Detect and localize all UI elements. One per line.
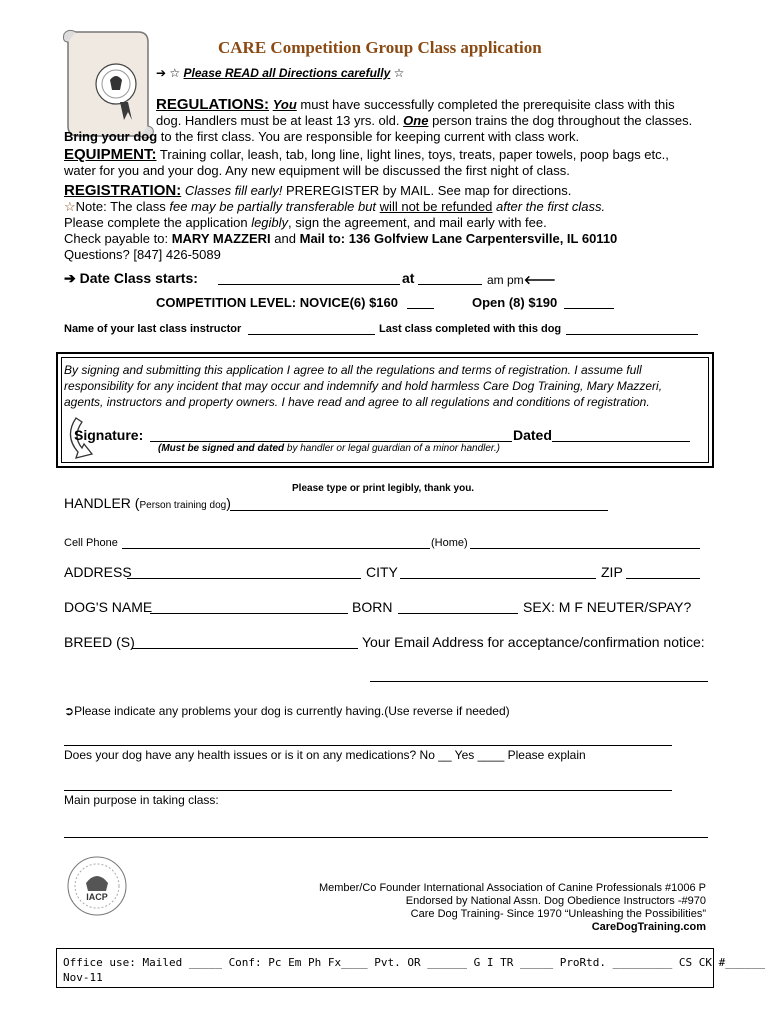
footer-line3: Care Dog Training- Since 1970 “Unleashing the Possibilities”: [410, 908, 706, 920]
novice-field[interactable]: [407, 308, 434, 309]
bring-dog: Bring your dog: [64, 129, 158, 144]
instructor-label: Name of your last class instructor: [64, 323, 242, 335]
problems-label: Please indicate any problems your dog is currently having.(Use reverse if needed): [74, 704, 510, 718]
city-label: CITY: [366, 564, 398, 580]
check-name: MARY MAZZERI: [171, 231, 271, 246]
date-class-row: [64, 270, 198, 287]
prereg: PREREGISTER by MAIL. See map for directions.: [286, 183, 572, 198]
must-sign-rest: by handler or legal guardian of a minor handler.): [286, 443, 500, 454]
arrow-right-icon: ➲: [64, 704, 75, 718]
zip-field[interactable]: [626, 578, 700, 579]
signature-label: Signature:: [74, 427, 144, 443]
open-field[interactable]: [564, 308, 614, 309]
arrow-left-icon: 🡐: [523, 273, 556, 287]
signature-field[interactable]: [150, 441, 512, 442]
complete-text: Please complete the application: [64, 215, 248, 230]
care-scroll-logo: [58, 24, 158, 144]
regulations-text: must have successfully completed the prerequisite class with this: [300, 97, 675, 112]
must-sign: (Must be signed and dated: [158, 443, 285, 454]
check-text: Check payable to:: [64, 231, 169, 246]
health-field[interactable]: [64, 790, 672, 791]
handler-close: ): [226, 495, 231, 511]
agreement-line3: agents, instructors and property owners. I have read and agree to all regulations and conditions of registration.: [64, 395, 650, 409]
regulations-line1: [156, 96, 675, 113]
footer-line1: Member/Co Founder International Association of Canine Professionals #1006 P: [318, 882, 706, 894]
born-label: BORN: [352, 599, 393, 615]
email-field[interactable]: [370, 681, 708, 682]
iacp-logo-text: IACP: [86, 892, 108, 902]
agreement-line2: responsibility for any incident that may occur and indemnify and hold harmless Care Dog Training, Mary Mazzeri,: [64, 379, 663, 393]
registration-note: [64, 199, 605, 215]
date-class-field[interactable]: [218, 284, 400, 285]
city-field[interactable]: [400, 578, 596, 579]
arrow-right-icon: ➔: [64, 270, 76, 286]
read-note-row: [156, 66, 404, 80]
time-field[interactable]: [418, 284, 482, 285]
note-refund: will not be refunded: [379, 199, 493, 214]
zip-label: ZIP: [601, 564, 623, 580]
regulations-line2: [156, 113, 692, 128]
date-class-label: Date Class starts:: [79, 270, 198, 286]
handler-field[interactable]: [230, 510, 608, 511]
open-label: Open (8) $190: [472, 295, 558, 310]
footer-website: CareDogTraining.com: [591, 921, 706, 933]
questions: Questions? [847] 426-5089: [64, 247, 221, 262]
instructor-field[interactable]: [248, 334, 375, 335]
iacp-seal-logo: [66, 855, 128, 917]
agreement-line1: By signing and submitting this application I agree to all the regulations and terms of registration. I assume full: [64, 363, 642, 377]
health-label: Does your dog have any health issues or is it on any medications? No __ Yes ____ Please explain: [64, 748, 586, 762]
you-emphasis: You: [272, 97, 297, 112]
last-completed-label: Last class completed with this dog: [379, 323, 562, 335]
regulations-text: person trains the dog throughout the classes.: [432, 113, 693, 128]
breed-field[interactable]: [132, 648, 358, 649]
star-icon: ☆: [393, 66, 405, 80]
note-fee: fee may be partially transferable but: [169, 199, 377, 214]
born-field[interactable]: [398, 613, 518, 614]
complete-text: , sign the agreement, and mail early with fee.: [288, 215, 547, 230]
note-text: Note: The class: [75, 199, 166, 214]
home-phone-field[interactable]: [470, 548, 700, 549]
office-use-line1: Office use: Mailed _____ Conf: Pc Em Ph Fx____ Pvt. OR ______ G I TR _____ ProRtd. _________ CS CK #______: [63, 956, 765, 969]
star-icon: ☆: [64, 199, 76, 214]
regulations-text: to the first class. You are responsible for keeping current with class work.: [160, 129, 580, 144]
dog-name-field[interactable]: [150, 613, 348, 614]
check-and: and: [274, 231, 296, 246]
registration-line1: [64, 182, 571, 199]
equipment-text: Training collar, leash, tab, long line, light lines, toys, treats, paper towels, poop bags etc.,: [159, 147, 669, 162]
regulations-heading: REGULATIONS:: [156, 96, 270, 113]
mail-to: Mail to: 136 Golfview Lane Carpentersville, IL 60110: [299, 231, 618, 246]
handler-row: [64, 495, 231, 511]
handler-person: Person training dog: [139, 500, 227, 511]
address-label: ADDRESS: [64, 564, 132, 580]
cell-phone-label: Cell Phone: [64, 537, 118, 549]
footer-line2: Endorsed by National Assn. Dog Obedience Instructors -#970: [405, 895, 706, 907]
must-sign-note: [158, 443, 500, 454]
dog-name-label: DOG'S NAME: [64, 599, 153, 615]
equipment-line2: water for you and your dog. Any new equipment will be discussed the first night of class.: [64, 163, 570, 178]
ampm-label: am pm: [487, 273, 524, 287]
cell-phone-field[interactable]: [122, 548, 430, 549]
registration-check: [64, 231, 617, 246]
breed-label: BREED (S): [64, 634, 135, 650]
registration-complete: [64, 215, 547, 230]
office-use-line2: Nov-11: [63, 971, 103, 984]
star-icon: ☆: [169, 66, 181, 80]
arrow-right-icon: ➔: [156, 66, 167, 80]
dated-field[interactable]: [552, 441, 690, 442]
email-label: Your Email Address for acceptance/confirmation notice:: [362, 634, 705, 650]
note-after: after the first class.: [496, 199, 606, 214]
home-label: (Home): [431, 537, 468, 549]
one-emphasis: One: [403, 113, 429, 128]
handler-label: HANDLER (: [64, 495, 140, 511]
purpose-label: Main purpose in taking class:: [64, 793, 219, 807]
purpose-field[interactable]: [64, 837, 708, 838]
address-field[interactable]: [127, 578, 361, 579]
read-note: Please READ all Directions carefully: [183, 66, 391, 80]
problems-field[interactable]: [64, 745, 672, 746]
problems-row: [64, 704, 510, 718]
ampm-row: [487, 272, 556, 287]
novice-label: COMPETITION LEVEL: NOVICE(6) $160: [156, 295, 398, 310]
equipment-line1: [64, 146, 669, 163]
regulations-text: dog. Handlers must be at least 13 yrs. old.: [156, 113, 400, 128]
dated-label: Dated: [513, 427, 552, 443]
sex-label: SEX: M F NEUTER/SPAY?: [523, 599, 692, 615]
type-print-note: Please type or print legibly, thank you.: [292, 483, 475, 494]
legibly: legibly: [251, 215, 289, 230]
equipment-heading: EQUIPMENT:: [64, 146, 157, 163]
registration-heading: REGISTRATION:: [64, 182, 182, 199]
page-title: CARE Competition Group Class application: [218, 38, 542, 57]
fill-early: Classes fill early!: [184, 183, 283, 198]
last-completed-field[interactable]: [566, 334, 698, 335]
at-label: at: [402, 270, 415, 286]
regulations-line3: [64, 129, 579, 144]
